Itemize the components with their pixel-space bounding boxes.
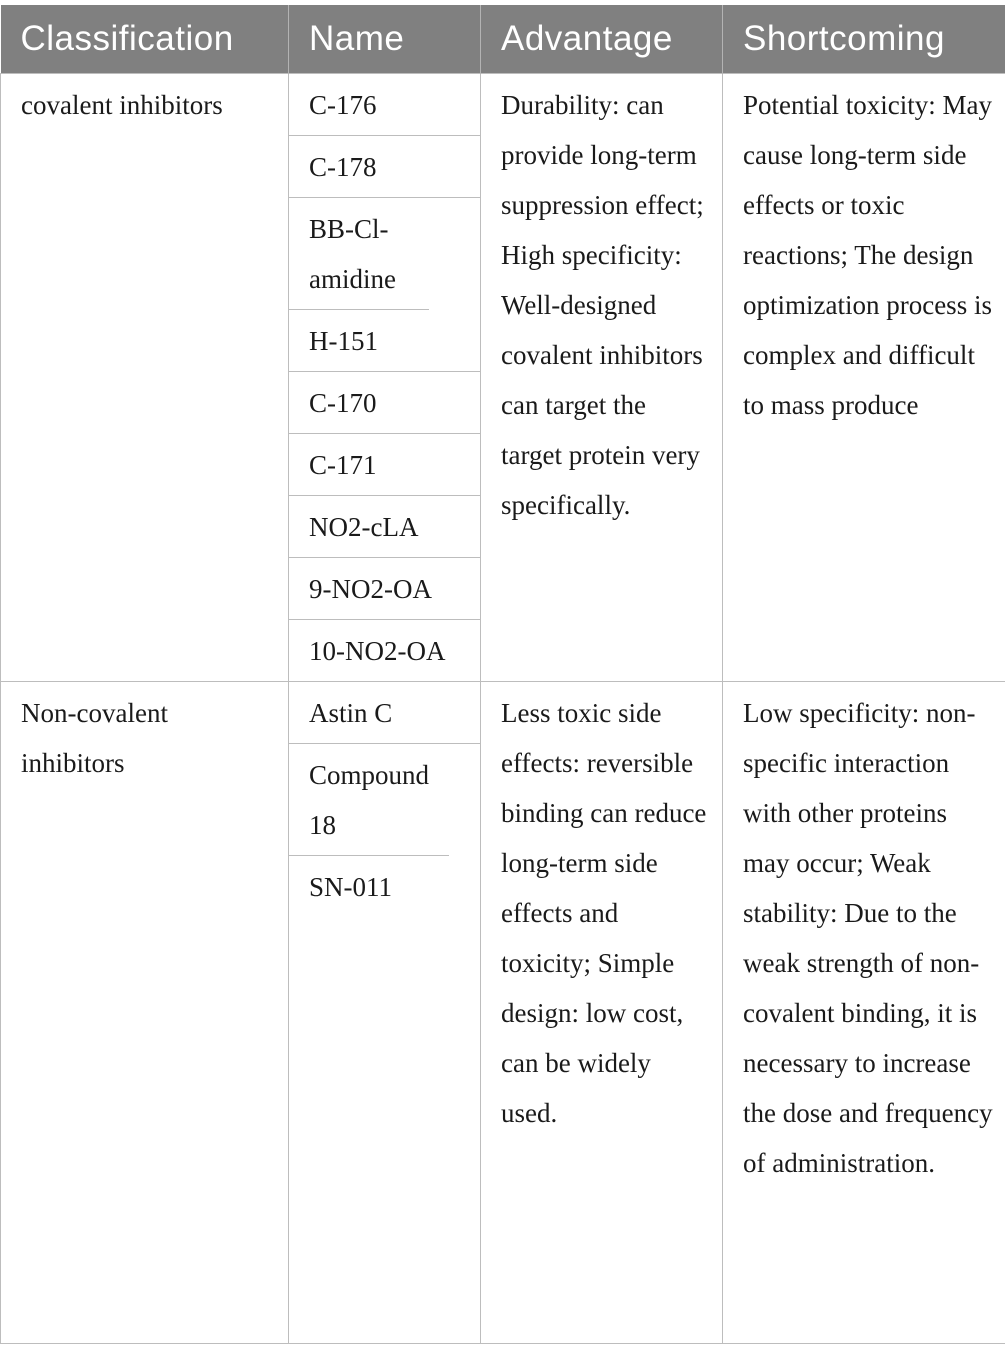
inhibitor-comparison-table: [0, 5, 1005, 1344]
classification-cell: Non-covalent inhibitors: [1, 681, 289, 1343]
shortcoming-cell: Low specificity: non-specific interaction with other proteins may occur; Weak stability: Due to the weak strength of non-covalent binding, it is necessary to increase the dose and frequency of administration.: [723, 681, 1005, 1343]
header-name: Name: [289, 5, 481, 73]
name-item: 9-NO2-OA: [289, 558, 480, 620]
table-body: [1, 73, 1005, 1343]
name-item: NO2-cLA: [289, 496, 480, 558]
name-item: C-178: [289, 136, 480, 198]
header-row: [1, 5, 1005, 73]
table-row-covalent: [1, 73, 1005, 681]
name-item: Compound 18: [289, 744, 449, 856]
advantage-cell: Less toxic side effects: reversible binding can reduce long-term side effects and toxicity; Simple design: low cost, can be widely used.: [481, 681, 723, 1343]
advantage-cell: Durability: can provide long-term suppression effect; High specificity: Well-designed covalent inhibitors can target the target protein very specifically.: [481, 73, 723, 681]
classification-cell: covalent inhibitors: [1, 73, 289, 681]
name-item: 10-NO2-OA: [309, 635, 446, 666]
header-advantage: Advantage: [481, 5, 723, 73]
table-header: [1, 5, 1005, 73]
names-cell: [289, 681, 481, 1343]
name-item: C-170: [289, 372, 480, 434]
names-cell: [289, 73, 481, 681]
name-item: SN-011: [309, 871, 393, 902]
name-item: BB-Cl-amidine: [289, 198, 429, 310]
header-classification: Classification: [1, 5, 289, 73]
shortcoming-cell: Potential toxicity: May cause long-term side effects or toxic reactions; The design optimization process is complex and difficult to mass produce: [723, 73, 1005, 681]
header-shortcoming: Shortcoming: [723, 5, 1005, 73]
name-item: Astin C: [289, 682, 480, 744]
name-item: C-171: [289, 434, 480, 496]
table-row-noncovalent: [1, 681, 1005, 1343]
name-item: H-151: [289, 310, 480, 372]
name-item: C-176: [289, 74, 480, 136]
